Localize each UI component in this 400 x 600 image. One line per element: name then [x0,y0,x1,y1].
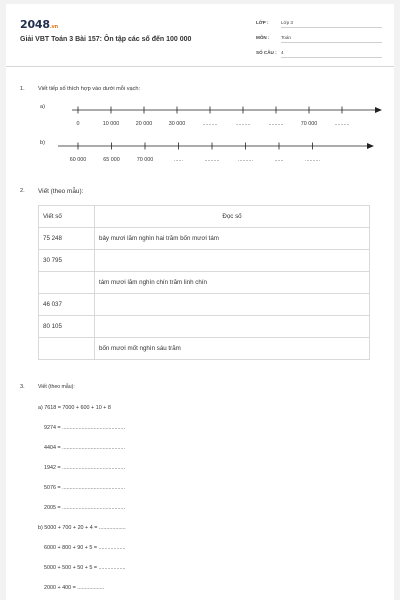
q1-instruction: Viết tiếp số thích hợp vào dưới mỗi vạch: [38,86,141,92]
q2-number: 2. [20,188,25,194]
cell-reading: bốn mươi mốt nghìn sáu trăm [95,338,370,360]
cell-reading: bảy mươi lăm nghìn hai trăm bốn mươi tám [95,228,370,250]
table-row [39,294,370,316]
number-line-b-tick-label[interactable]: ...... [274,157,284,163]
logo-text: 2048 [20,18,50,31]
number-line-b [58,143,374,164]
cell-number-answer[interactable] [39,272,95,294]
meta-count-value: 4 [281,50,284,55]
q3-number: 3. [20,384,25,390]
number-line-b-tick-label[interactable]: .......... [204,157,220,163]
q3-line[interactable]: 5000 + 500 + 50 + 5 = .................. [44,565,126,571]
number-lines [6,4,394,204]
q3-instruction: Viết (theo mẫu): [38,384,75,390]
q3-line[interactable]: 5076 = .......................................... [44,485,126,491]
number-line-b-tick-label: 65 000 [103,157,120,163]
number-line-a-tick-label: 10 000 [102,121,120,127]
column-header-number: Viết số [39,206,95,228]
cell-reading-answer[interactable] [95,250,370,272]
cell-reading-answer[interactable] [95,294,370,316]
cell-number: 46 037 [39,294,95,316]
table-row [39,338,370,360]
q3-line[interactable]: 6000 + 800 + 90 + 5 = .................. [44,545,126,551]
logo-suffix: .vn [49,24,58,30]
q3-line[interactable]: b) 5000 + 700 + 20 + 4 = .................. [38,525,126,531]
number-line-b-tick-label: 70 000 [136,157,154,163]
table-row [39,316,370,338]
number-line-a-tick-label: 30 000 [168,121,186,127]
cell-number: 75 248 [39,228,95,250]
number-line-a-tick-label[interactable]: .......... [202,121,218,127]
q3-example: a) 7618 = 7000 + 600 + 10 + 8 [38,405,111,411]
q1-b-label: b) [40,140,45,146]
page-title: Giải VBT Toán 3 Bài 157: Ôn tập các số đến 100 000 [20,36,192,43]
column-header-reading: Đọc số [95,206,370,228]
table-row [39,272,370,294]
number-line-a-tick-label[interactable]: .......... [334,121,350,127]
number-line-a-tick-label[interactable]: .......... [268,121,284,127]
number-line-b-tick-label[interactable]: .......... [305,157,320,163]
arrow-head-icon [375,107,382,113]
q1-number: 1. [20,86,25,92]
q3-line[interactable]: 2005 = .......................................... [44,505,126,511]
cell-number-answer[interactable] [39,338,95,360]
q3-line[interactable]: 9274 = .......................................... [44,425,126,431]
cell-number: 30 795 [39,250,95,272]
arrow-head-icon [367,143,374,149]
q2-instruction: Viết (theo mẫu): [38,188,84,195]
number-line-a-tick-label[interactable]: .......... [235,121,251,127]
meta-subject-value: Toán [281,35,291,40]
q3-line[interactable]: 4404 = .......................................... [44,445,126,451]
table-header-row [39,206,370,228]
meta-count-label: SỐ CÂU : [256,50,277,55]
table-row [39,250,370,272]
number-reading-table [38,205,370,360]
meta-class-label: LỚP : [256,20,269,25]
cell-reading: tám mươi lăm nghìn chín trăm linh chín [95,272,370,294]
meta-class-value: Lớp 3 [281,20,293,25]
number-line-b-tick-label[interactable]: .......... [238,157,253,163]
number-line-b-tick-label: 60 000 [69,157,87,163]
worksheet-page [6,4,394,600]
table-row [39,228,370,250]
number-line-a-tick-label: 70 000 [300,121,318,127]
cell-number: 80 105 [39,316,95,338]
q1-a-label: a) [40,104,45,110]
number-line-a [72,107,382,128]
cell-reading-answer[interactable] [95,316,370,338]
q3-line[interactable]: 1942 = .......................................... [44,465,126,471]
number-line-b-tick-label[interactable]: ...... [174,157,183,163]
number-line-a-tick-label: 0 [76,121,80,127]
q3-line[interactable]: 2000 + 400 = .................. [44,585,105,591]
meta-subject-label: MÔN : [256,35,270,40]
number-line-a-tick-label: 20 000 [135,121,153,127]
